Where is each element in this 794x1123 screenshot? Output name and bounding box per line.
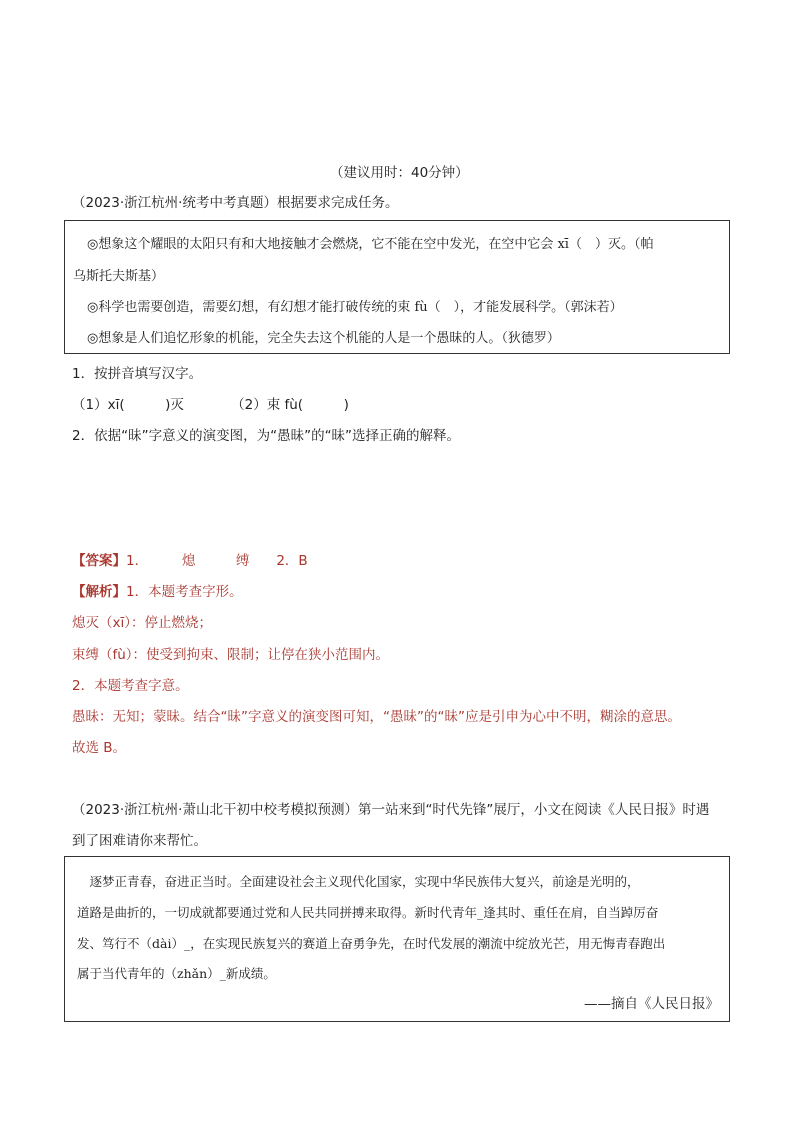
task-1-items: （1）xī( )灭 （2）束 fù( ) (72, 397, 349, 413)
analysis-intro: 1．本题考查字形。 (126, 584, 243, 600)
answer-line (72, 552, 308, 570)
question-1-quote-box (64, 220, 730, 354)
analysis-intro-line (72, 583, 243, 601)
analysis-line-3: 2．本题考查字意。 (72, 678, 189, 694)
analysis-line-1: 熄灭（xī）：停止燃烧； (72, 615, 212, 631)
passage-line-4: 属于当代青年的（zhǎn）_新成绩。 (77, 966, 276, 981)
question-2-source-line-2: 到了困难请你来帮忙。 (72, 833, 207, 849)
passage-citation: ——摘自《人民日报》 (584, 996, 719, 1012)
task-2: 2．依据“昧”字意义的演变图，为“愚昧”的“昧”选择正确的解释。 (72, 428, 461, 444)
answer-text: 1． 熄 缚 2．B (126, 553, 308, 569)
question-2-passage-box (64, 856, 730, 1022)
task-1: 1．按拼音填写汉字。 (72, 366, 203, 382)
analysis-line-5: 故选 B。 (72, 740, 127, 756)
question-2-source-line-1: （2023·浙江杭州·萧山北干初中校考模拟预测）第一站来到“时代先锋”展厅，小文在阅读《人民日报》时遇 (72, 802, 710, 818)
suggested-time: （建议用时：40分钟） (330, 165, 469, 181)
passage-line-3: 发、笃行不（dài）_，在实现民族复兴的赛道上奋勇争先，在时代发展的潮流中绽放光芒，用无悔青春跑出 (77, 936, 666, 951)
passage-line-2: 道路是曲折的，一切成就都要通过党和人民共同拼搏来取得。新时代青年_逢其时、重任在肩，自当踔厉奋 (77, 905, 659, 920)
answer-tag: 【答案】 (72, 553, 126, 569)
quote-line-1: ◎想象这个耀眼的太阳只有和大地接触才会燃烧，它不能在空中发光，在空中它会 xī（ ）灭。（帕 (87, 237, 654, 252)
analysis-line-2: 束缚（fù）：使受到拘束、限制；让停在狭小范围内。 (72, 647, 390, 663)
analysis-tag: 【解析】 (72, 584, 126, 600)
quote-line-3: ◎科学也需要创造，需要幻想，有幻想才能打破传统的束 fù（ ），才能发展科学。（郭沫若） (87, 300, 623, 315)
quote-line-2: 乌斯托夫斯基） (73, 269, 165, 284)
question-1-source: （2023·浙江杭州·统考中考真题）根据要求完成任务。 (72, 195, 399, 211)
quote-line-4: ◎想象是人们追忆形象的机能，完全失去这个机能的人是一个愚昧的人。（狄德罗） (87, 331, 560, 346)
passage-line-1: 逐梦正青春，奋进正当时。全面建设社会主义现代化国家，实现中华民族伟大复兴，前途是光明的， (77, 874, 640, 889)
analysis-line-4: 愚昧：无知；蒙昧。结合“昧”字意义的演变图可知，“愚昧”的“昧”应是引申为心中不明，糊涂的意思。 (72, 709, 681, 725)
